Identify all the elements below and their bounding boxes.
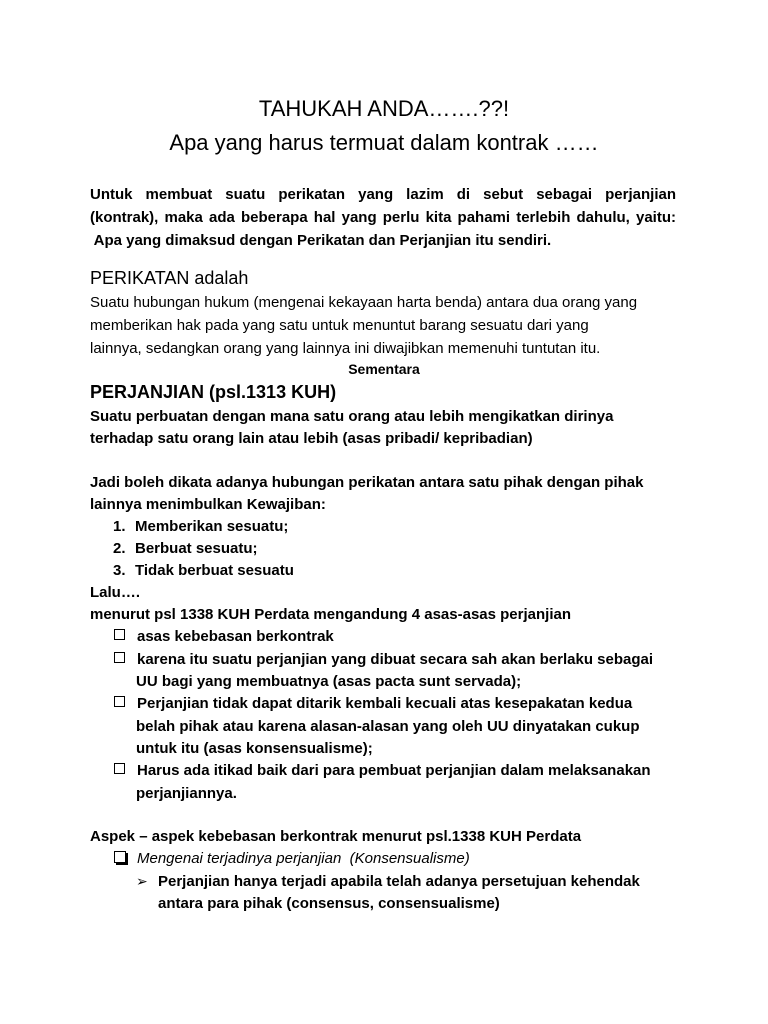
asas-continuation: perjanjiannya. — [136, 785, 237, 802]
asas-text: Perjanjian tidak dapat ditarik kembali kecuali atas kesepakatan kedua — [137, 695, 633, 712]
arrow-bullet-icon: ➢ — [136, 873, 148, 889]
asas-continuation: belah pihak atau karena alasan-alasan yang oleh UU dinyatakan cukup — [136, 718, 640, 735]
list-text: Tidak berbuat sesuatu — [135, 562, 294, 579]
menurut-line: menurut psl 1338 KUH Perdata mengandung 4 asas-asas perjanjian — [90, 606, 571, 623]
lalu-line: Lalu…. — [90, 584, 141, 601]
asas-text: karena itu suatu perjanjian yang dibuat secara sah akan berlaku sebagai — [137, 651, 654, 668]
intro-line: Untuk membuat suatu perikatan yang lazim di sebut sebagai perjanjian — [90, 186, 676, 203]
checkbox-icon — [114, 763, 125, 774]
perjanjian-line: Suatu perbuatan dengan mana satu orang atau lebih mengikatkan dirinya — [90, 408, 614, 425]
obligation-item — [113, 518, 288, 535]
asas-text: Harus ada itikad baik dari para pembuat perjanjian dalam melaksanakan — [137, 762, 651, 779]
aspek-arrow-continuation: antara para pihak (consensus, consensualisme) — [158, 895, 500, 912]
perjanjian-line: terhadap satu orang lain atau lebih (asas pribadi/ kepribadian) — [90, 430, 533, 447]
obligation-item — [113, 540, 258, 557]
shadowed-checkbox-icon — [114, 851, 126, 863]
checkbox-icon — [114, 629, 125, 640]
intro-line: Apa yang dimaksud dengan Perikatan dan Perjanjian itu sendiri. — [90, 232, 552, 249]
aspek-arrow-item — [136, 873, 640, 890]
intro-paragraph — [90, 183, 676, 252]
obligation-item — [113, 562, 294, 579]
aspek-heading: Aspek – aspek kebebasan berkontrak menurut psl.1338 KUH Perdata — [90, 828, 582, 845]
list-text: Memberikan sesuatu; — [135, 518, 289, 535]
asas-continuation: UU bagi yang membuatnya (asas pacta sunt servada); — [136, 673, 522, 690]
perikatan-heading-bold: PERIKATAN — [90, 268, 190, 288]
aspek-arrow-text: Perjanjian hanya terjadi apabila telah adanya persetujuan kehendak — [158, 873, 640, 890]
perikatan-line: lainnya, sedangkan orang yang lainnya ini diwajibkan memenuhi tuntutan itu. — [90, 340, 601, 357]
asas-text: asas kebebasan berkontrak — [137, 628, 334, 645]
aspek-subitem-text: Mengenai terjadinya perjanjian (Konsensualisme) — [137, 850, 470, 867]
list-number: 2. — [113, 540, 126, 557]
perjanjian-heading: PERJANJIAN (psl.1313 KUH) — [90, 382, 337, 402]
jadi-line: lainnya menimbulkan Kewajiban: — [90, 496, 326, 513]
list-number: 1. — [113, 518, 126, 535]
jadi-line: Jadi boleh dikata adanya hubungan perikatan antara satu pihak dengan pihak — [90, 474, 644, 491]
document-subtitle: Apa yang harus termuat dalam kontrak …… — [169, 130, 599, 155]
perikatan-heading-rest: adalah — [189, 268, 249, 288]
asas-continuation: untuk itu (asas konsensualisme); — [136, 740, 373, 757]
asas-item — [114, 762, 651, 779]
asas-item — [114, 651, 653, 668]
aspek-subitem — [114, 850, 470, 867]
perikatan-line: memberikan hak pada yang satu untuk menuntut barang sesuatu dari yang — [90, 317, 589, 334]
sementara-label: Sementara — [348, 361, 420, 377]
checkbox-icon — [114, 696, 125, 707]
asas-item — [114, 695, 632, 712]
document-title: TAHUKAH ANDA…….??! — [258, 96, 510, 121]
intro-line: (kontrak), maka ada beberapa hal yang perlu kita pahami terlebih dahulu, yaitu: — [90, 209, 676, 226]
list-text: Berbuat sesuatu; — [135, 540, 258, 557]
list-number: 3. — [113, 562, 126, 579]
checkbox-icon — [114, 652, 125, 663]
perikatan-heading — [90, 268, 248, 289]
asas-item — [114, 628, 334, 645]
perikatan-line: Suatu hubungan hukum (mengenai kekayaan harta benda) antara dua orang yang — [90, 294, 638, 311]
